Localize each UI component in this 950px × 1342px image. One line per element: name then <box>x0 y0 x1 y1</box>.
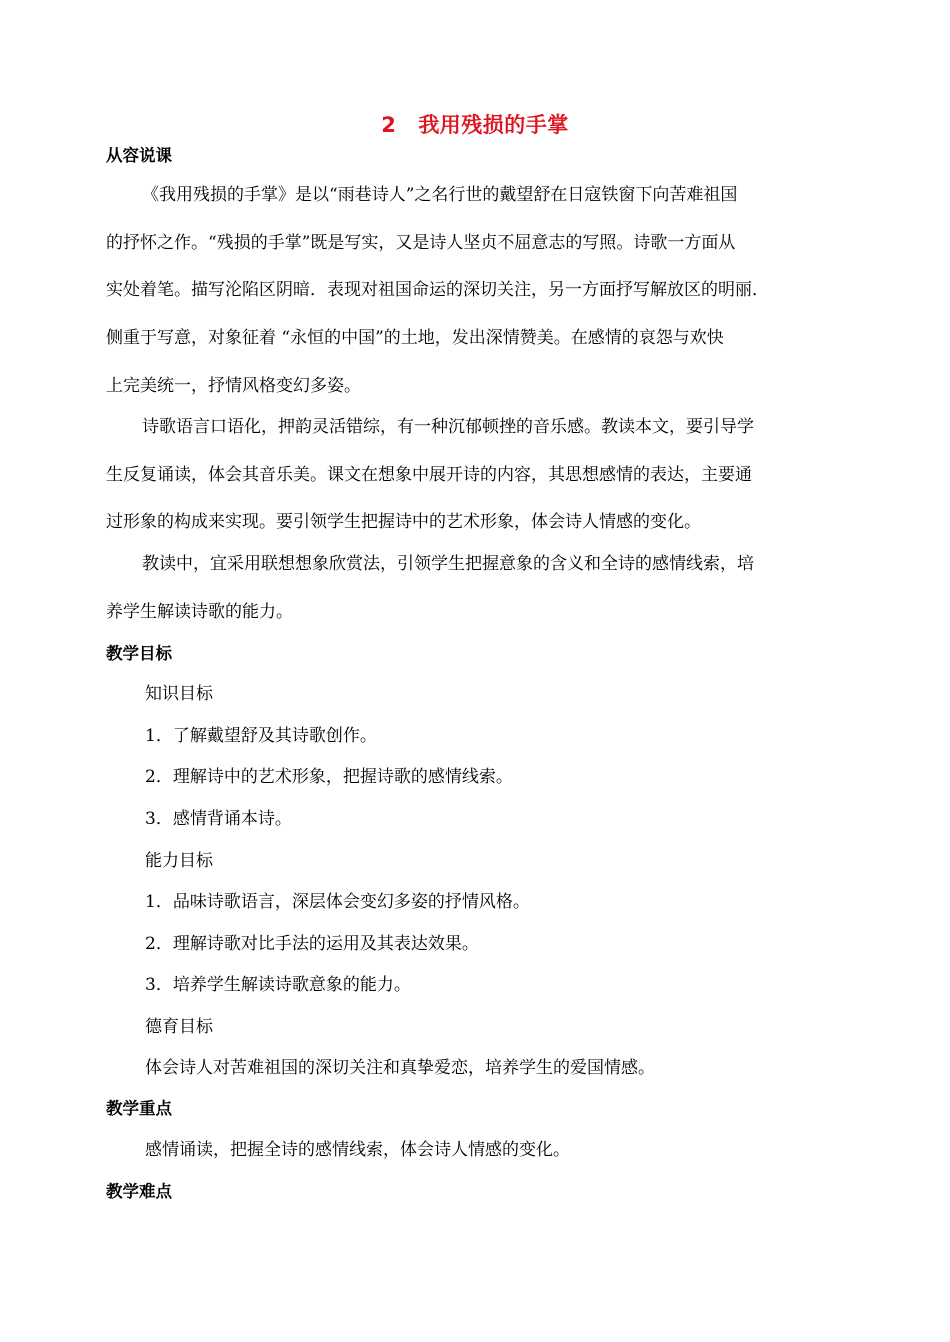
intro-p2-line: 生反复诵读，体会其音乐美。课文在想象中展开诗的内容，其思想感情的表达，主要通 <box>106 465 752 485</box>
ability-goal-item: 1．品味诗歌语言，深层体会变幻多姿的抒情风格。 <box>145 892 530 912</box>
heading-intro: 从容说课 <box>106 146 172 165</box>
knowledge-goal-label: 知识目标 <box>145 684 213 704</box>
knowledge-goal-item: 3．感情背诵本诗。 <box>145 809 292 829</box>
moral-goal-text: 体会诗人对苦难祖国的深切关注和真挚爱恋，培养学生的爱国情感。 <box>145 1058 655 1078</box>
ability-goal-item: 3．培养学生解读诗歌意象的能力。 <box>145 975 411 995</box>
intro-p1-line: 《我用残损的手掌》是以“雨巷诗人”之名行世的戴望舒在日寇铁窗下向苦难祖国 <box>142 185 738 205</box>
intro-p3-line: 养学生解读诗歌的能力。 <box>106 602 293 622</box>
page-title <box>0 110 950 140</box>
knowledge-goal-item: 2．理解诗中的艺术形象，把握诗歌的感情线索。 <box>145 767 513 787</box>
heading-key-points: 教学重点 <box>106 1099 172 1118</box>
knowledge-goal-item: 1．了解戴望舒及其诗歌创作。 <box>145 726 377 746</box>
ability-goal-item: 2．理解诗歌对比手法的运用及其表达效果。 <box>145 934 479 954</box>
intro-p1-line: 侧重于写意，对象征着 “永恒的中国”的土地，发出深情赞美。在感情的哀怨与欢快 <box>106 328 724 348</box>
intro-p3-line: 教读中，宜采用联想想象欣赏法，引领学生把握意象的含义和全诗的感情线索，培 <box>142 554 754 574</box>
intro-p1-line: 的抒怀之作。“残损的手掌”既是写实，又是诗人坚贞不屈意志的写照。诗歌一方面从 <box>106 233 736 253</box>
intro-p1-line: 实处着笔。描写沦陷区阴暗．表现对祖国命运的深切关注，另一方面抒写解放区的明丽． <box>106 280 769 300</box>
lesson-number: 2 <box>381 113 397 137</box>
intro-p1-line: 上完美统一，抒情风格变幻多姿。 <box>106 376 361 396</box>
intro-p2-line: 过形象的构成来实现。要引领学生把握诗中的艺术形象，体会诗人情感的变化。 <box>106 512 701 532</box>
moral-goal-label: 德育目标 <box>145 1017 213 1037</box>
intro-p2-line: 诗歌语言口语化，押韵灵活错综，有一种沉郁顿挫的音乐感。教读本文，要引导学 <box>142 417 754 437</box>
heading-difficulty: 教学难点 <box>106 1182 172 1201</box>
ability-goal-label: 能力目标 <box>145 851 213 871</box>
heading-goals: 教学目标 <box>106 644 172 663</box>
lesson-title: 我用残损的手掌 <box>418 113 569 137</box>
key-points-text: 感情诵读，把握全诗的感情线索，体会诗人情感的变化。 <box>145 1140 570 1160</box>
